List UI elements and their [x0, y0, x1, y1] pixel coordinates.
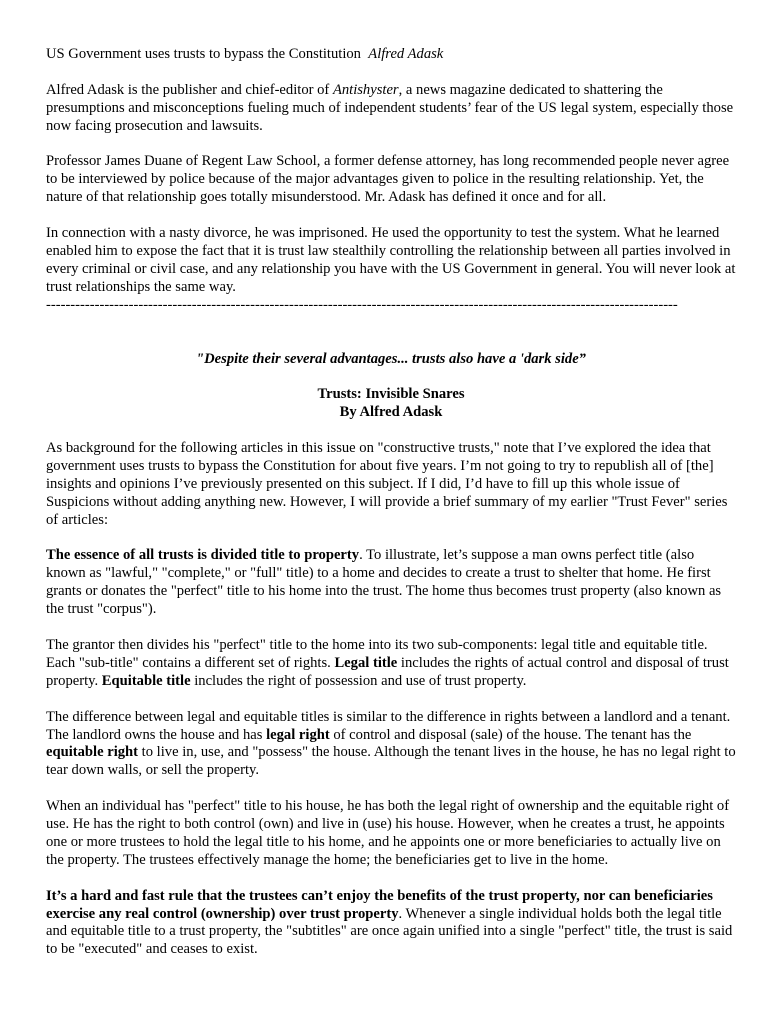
- body-text: The difference between legal and equitable titles is similar to the difference in rights between a landlord and a tenant. The landlord owns the house and has: [46, 708, 731, 743]
- document-header: [46, 46, 736, 64]
- emphasis-text: Equitable title: [101, 672, 191, 689]
- intro-text: , a news magazine dedicated to shattering the presumptions and misconceptions fueling much of independent students’ fear of the US legal system, especially those now facing prosecution and lawsuits.: [46, 81, 734, 134]
- emphasis-text: legal right: [266, 726, 330, 743]
- article-subtitle: "Despite their several advantages... trusts also have a 'dark side”: [196, 350, 586, 367]
- intro-text: Alfred Adask is the publisher and chief-editor of: [46, 81, 333, 98]
- body-text: of control and disposal (sale) of the house. The tenant has the: [329, 726, 692, 743]
- body-text: . To illustrate, let’s suppose a man owns perfect title (also known as "lawful," "complete," or "full" title) to a home and decides to create a trust to shelter that home. He first grants or donates the "perfect" title to his home into the trust. The home thus becomes trust property (also known as the trust "corpus").: [46, 547, 722, 618]
- article-byline: By Alfred Adask: [339, 404, 443, 421]
- body-text: to live in, use, and "possess" the house. Although the tenant lives in the house, he has no legal right to tear down walls, or sell the property.: [46, 744, 736, 779]
- article-paragraph-6: [46, 888, 736, 960]
- emphasis-text: Legal title: [334, 654, 398, 671]
- header-title: US Government uses trusts to bypass the Constitution: [46, 46, 361, 62]
- article-paragraph-2: [46, 547, 736, 619]
- emphasis-text: equitable right: [46, 744, 139, 761]
- header-author: Alfred Adask: [368, 46, 444, 62]
- intro-paragraph-3: In connection with a nasty divorce, he was imprisoned. He used the opportunity to test the system. What he learned enabled him to expose the fact that it is trust law stealthily controlling the relationship between all parties involved in every criminal or civil case, and any relationship you have with the US Government in general. You will never look at trust relationships the same way.: [46, 225, 736, 295]
- article-title-block: [46, 386, 736, 422]
- document-page: [46, 46, 736, 977]
- intro-paragraph-1: [46, 82, 736, 136]
- body-text: . Whenever a single individual holds both the legal title and equitable title to a trust property, the "subtitles" are once again unified into a single "perfect" title, the trust is said to be "executed" and ceases to exist.: [46, 905, 733, 958]
- body-text: The grantor then divides his "perfect" title to the home into its two sub-components: legal title and equitable title. Each "sub-title" contains a different set of rights.: [46, 636, 708, 671]
- emphasis-text: The essence of all trusts is divided title to property: [46, 547, 360, 564]
- article-title: Trusts: Invisible Snares: [317, 386, 465, 403]
- intro-paragraph-2: Professor James Duane of Regent Law School, a former defense attorney, has long recommended people never agree to be interviewed by police because of the major advantages given to police in the resulting relationship. Yet, the nature of that relationship goes totally misunderstood. Mr. Adask has defined it once and for all.: [46, 153, 730, 206]
- body-text: includes the rights of actual control and disposal of trust property.: [46, 654, 729, 689]
- dashed-separator: ----------------------------------------------------------------------------------------------------------------------------------: [46, 296, 678, 313]
- article-paragraph-5: When an individual has "perfect" title to his house, he has both the legal right of ownership and the equitable right of use. He has the right to both control (own) and live in (use) his house. However, when he creates a trust, he appoints one or more trustees to hold the legal title to his home, and he appoints one or more beneficiaries to actually live on the property. The trustees effectively manage the home; the beneficiaries get to live in the home.: [46, 798, 730, 868]
- emphasis-text: It’s a hard and fast rule that the trustees can’t enjoy the benefits of the trust property, nor can beneficiaries exercise any real control (ownership) over trust property: [46, 887, 713, 922]
- article-paragraph-3: [46, 637, 736, 691]
- article-paragraph-4: [46, 709, 736, 781]
- magazine-name: Antishyster: [332, 81, 399, 98]
- body-text: includes the right of possession and use of trust property.: [190, 672, 527, 689]
- article-paragraph-1: As background for the following articles in this issue on "constructive trusts," note that I’ve explored the idea that government uses trusts to bypass the Constitution for about five years. I’m not going to try to republish all of [the] insights and opinions I’ve previously presented on this subject. If I did, I’d have to fill up this whole issue of Suspicions without adding anything new. However, I will provide a brief summary of my earlier "Trust Fever" series of articles:: [46, 440, 728, 528]
